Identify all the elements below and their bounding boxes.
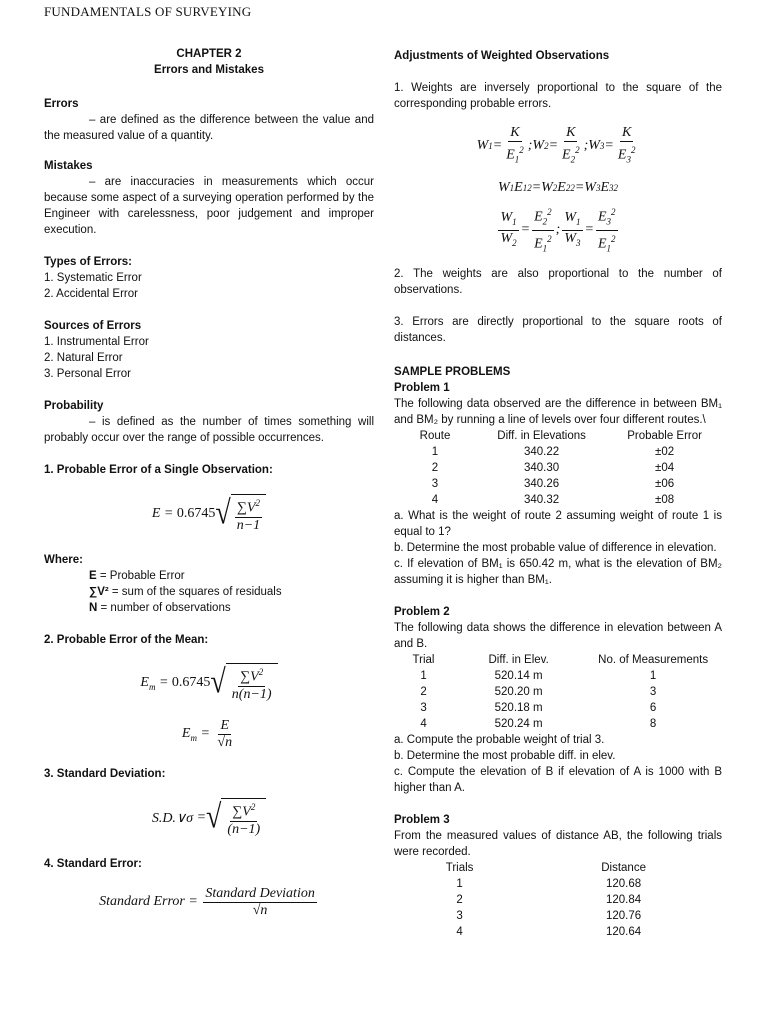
table-row: 3 520.18 m 6 xyxy=(420,702,657,714)
table-header-row xyxy=(394,860,722,876)
problem-3-text: From the measured values of distance AB, the following trials were recorded. xyxy=(394,830,722,858)
where-item: E = Probable Error xyxy=(89,570,185,582)
list-item: 1. Instrumental Error xyxy=(44,336,149,348)
problem-2-question-c: c. Compute the elevation of B if elevation of A is 1000 with B higher than A. xyxy=(394,766,722,794)
table-header: Probable Error xyxy=(627,430,702,442)
table-row: 2 120.84 xyxy=(456,894,642,906)
where-item: ∑V² = sum of the squares of residuals xyxy=(89,586,282,598)
list-item: 2. Natural Error xyxy=(44,352,123,364)
table-row: 3 120.76 xyxy=(456,910,642,922)
problem-1-question-b: b. Determine the most probable value of difference in elevation. xyxy=(394,542,717,554)
problem-1-question-a: a. What is the weight of route 2 assuming weight of route 1 is equal to 1? xyxy=(394,510,722,538)
table-header-row xyxy=(394,428,722,444)
page-header: FUNDAMENTALS OF SURVEYING xyxy=(44,4,252,19)
sources-of-errors-list xyxy=(44,334,374,382)
problem-3-table xyxy=(394,860,722,940)
sources-of-errors-heading: Sources of Errors xyxy=(44,320,142,332)
table-header: No. of Measurements xyxy=(598,654,709,666)
types-of-errors-heading: Types of Errors: xyxy=(44,256,132,268)
standard-error-heading: 4. Standard Error: xyxy=(44,858,142,870)
where-heading: Where: xyxy=(44,554,83,566)
weighted-observations-heading: Adjustments of Weighted Observations xyxy=(394,50,610,62)
table-header: Trials xyxy=(445,862,474,874)
formula-probable-error-mean: $E_m$ = 0.6745 √ $\frac{\sum V^2}{n(n-1)}$ xyxy=(44,658,374,708)
table-row: 3 340.26 ±06 xyxy=(431,478,675,490)
sample-problems-heading: SAMPLE PROBLEMS xyxy=(394,366,511,378)
formula-weights-2: W 1 E 1 2 =W 2 E 2 2 =W 3 E 3 2 xyxy=(497,180,619,195)
table-header: Trial xyxy=(412,654,435,666)
problem-2-question-a: a. Compute the probable weight of trial 3. xyxy=(394,734,605,746)
formula-probable-error-mean-alt: $E_m$ = $\frac{E}{√n}$ xyxy=(181,717,233,750)
formula-weights-1: W 1 = $\frac{K}{E_1^2}$ ;W 2 = $\frac{K}{E_2^2}$ ;W 3 = $\frac{K}{E_3^2}$ xyxy=(476,124,636,165)
errors-definition: – are defined as the difference between the value and the measured value of a quantity. xyxy=(44,114,374,142)
list-item: 1. Systematic Error xyxy=(44,272,142,284)
probable-error-single-heading: 1. Probable Error of a Single Observation: xyxy=(44,464,273,476)
table-row: 1 120.68 xyxy=(456,878,642,890)
right-column xyxy=(394,46,722,940)
probability-heading: Probability xyxy=(44,400,104,412)
table-header: Diff. in Elev. xyxy=(488,654,549,666)
probability-definition: – is defined as the number of times something will probably occur over the range of possible occurrences. xyxy=(44,416,374,444)
probable-error-mean-heading: 2. Probable Error of the Mean: xyxy=(44,634,209,646)
table-header: Diff. in Elevations xyxy=(497,430,586,442)
formula-weights-3: $\frac{W_1}{W_2}$ = $\frac{E_2^2}{E_1^2}$ ; $\frac{W_1}{W_3}$ = $\frac{E_3^2}{E_1^2}$ xyxy=(394,210,722,250)
where-item: N = number of observations xyxy=(89,602,231,614)
problem-1-question-c: c. If elevation of BM₁ is 650.42 m, what is the elevation of BM₂ assuming it is higher than BM₁. xyxy=(394,558,722,586)
formula-standard-error: Standard Error = $\frac{\text{Standard Deviation}}{√n}$ xyxy=(99,885,315,918)
problem-2-heading: Problem 2 xyxy=(394,606,450,618)
formula-standard-deviation: S.D.∨σ = √ $\frac{\sum V^2}{(n-1)}$ xyxy=(44,792,374,844)
chapter-number: CHAPTER 2 xyxy=(176,48,242,60)
problem-1-text: The following data observed are the difference in between BM₁ and BM₂ by running a line of levels over four different routes.\ xyxy=(394,398,722,426)
errors-heading: Errors xyxy=(44,98,79,110)
formula-probable-error-single: E = 0.6745 √ $\frac{\sum V^2}{n-1}$ xyxy=(44,488,374,540)
weight-rule-1: 1. Weights are inversely proportional to the square of the corresponding probable errors. xyxy=(394,82,722,110)
problem-2-text: The following data shows the difference in elevation between A and B. xyxy=(394,622,722,650)
problem-1-heading: Problem 1 xyxy=(394,382,450,394)
problem-3-heading: Problem 3 xyxy=(394,814,450,826)
weight-rule-2: 2. The weights are also proportional to the number of observations. xyxy=(394,268,722,296)
table-row: 4 120.64 xyxy=(456,926,642,938)
problem-2-table xyxy=(394,652,722,732)
list-item: 3. Personal Error xyxy=(44,368,131,380)
standard-deviation-heading: 3. Standard Deviation: xyxy=(44,768,166,780)
table-header: Route xyxy=(419,430,451,442)
table-row: 4 520.24 m 8 xyxy=(420,718,657,730)
problem-1-table xyxy=(394,428,722,508)
mistakes-heading: Mistakes xyxy=(44,160,93,172)
table-row: 2 340.30 ±04 xyxy=(431,462,675,474)
types-of-errors-list xyxy=(44,270,374,302)
table-row: 4 340.32 ±08 xyxy=(431,494,675,506)
where-list xyxy=(89,568,374,616)
table-row: 2 520.20 m 3 xyxy=(420,686,657,698)
table-header: Distance xyxy=(601,862,646,874)
table-row: 1 520.14 m 1 xyxy=(420,670,657,682)
problem-2-question-b: b. Determine the most probable diff. in elev. xyxy=(394,750,616,762)
mistakes-definition: – are inaccuracies in measurements which occur because some aspect of a surveying operation performed by the Engineer with carelessness, poor judgement and improper execution. xyxy=(44,176,374,236)
weight-rule-3: 3. Errors are directly proportional to the square roots of distances. xyxy=(394,316,722,344)
chapter-title: Errors and Mistakes xyxy=(154,64,264,76)
table-row: 1 340.22 ±02 xyxy=(431,446,675,458)
list-item: 2. Accidental Error xyxy=(44,288,138,300)
left-column xyxy=(44,46,374,928)
table-header-row xyxy=(394,652,722,668)
